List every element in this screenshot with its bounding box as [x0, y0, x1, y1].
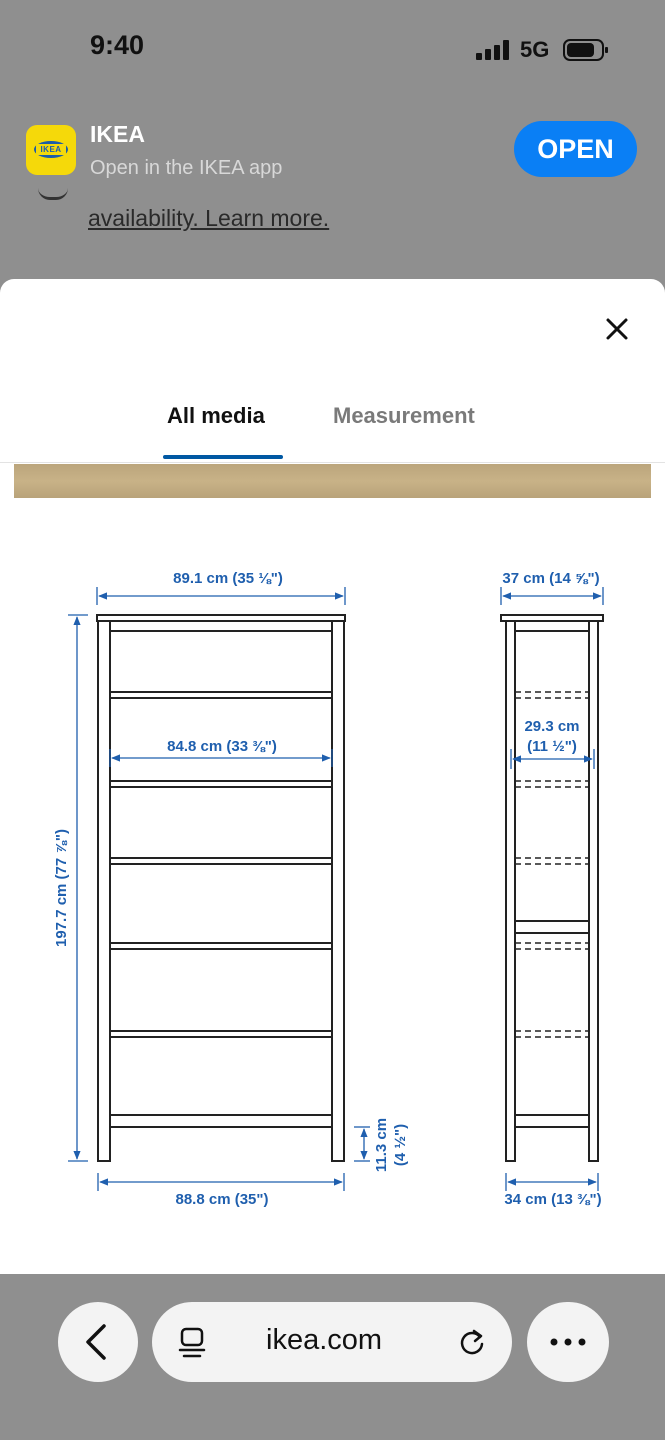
back-button[interactable] [58, 1302, 138, 1382]
status-bar [0, 0, 665, 100]
side-shelf-depth-cm-label: 29.3 cm [524, 718, 580, 735]
front-top-width-label: 89.1 cm (35 ⅛") [173, 570, 283, 587]
front-base-height-cm-label: 11.3 cm [373, 1117, 390, 1173]
front-view [97, 615, 345, 1161]
reload-icon[interactable] [456, 1326, 488, 1358]
learn-more-link[interactable]: availability. Learn more. [88, 205, 330, 231]
media-tabs [0, 397, 665, 463]
front-bottom-width-label: 88.8 cm (35") [175, 1191, 269, 1208]
cellular-signal-icon [476, 40, 512, 60]
battery-icon [563, 38, 609, 62]
ikea-logo-word: IKEA [36, 144, 66, 155]
network-label: 5G [520, 37, 550, 62]
chevron-left-icon [58, 1302, 138, 1382]
ellipsis-icon [527, 1302, 609, 1382]
banner-title: IKEA [90, 121, 145, 147]
front-inner-width-label: 84.8 cm (33 ⅜") [167, 738, 277, 755]
tab-active-indicator [163, 455, 283, 459]
url-text: ikea.com [266, 1324, 383, 1356]
front-dimensions [68, 587, 370, 1191]
browser-toolbar [0, 1274, 665, 1440]
side-top-depth-label: 37 cm (14 ⅝") [502, 570, 600, 587]
side-view [501, 615, 603, 1161]
address-bar[interactable] [152, 1302, 512, 1382]
status-time: 9:40 [90, 30, 145, 60]
side-bottom-depth-label: 34 cm (13 ⅜") [504, 1191, 602, 1208]
reader-mode-icon[interactable] [178, 1326, 208, 1358]
side-dimensions [501, 587, 603, 1191]
front-height-label: 197.7 cm (77 ⅞") [53, 828, 70, 948]
open-app-button[interactable]: OPEN [514, 121, 637, 177]
media-sheet [0, 279, 665, 1274]
tab-measurement[interactable]: Measurement [333, 403, 475, 428]
more-options-button[interactable] [527, 1302, 609, 1382]
ikea-app-icon [26, 125, 76, 175]
side-shelf-depth-in-label: (11 ½") [527, 738, 577, 755]
bookcase-dimension-diagram [0, 509, 665, 1269]
tab-all-media[interactable]: All media [167, 403, 265, 428]
banner-subtitle: Open in the IKEA app [90, 157, 283, 179]
front-base-height-in-label: (4 ½") [392, 1123, 409, 1167]
close-icon[interactable] [600, 312, 634, 346]
app-banner [0, 100, 665, 200]
previous-image-strip [14, 464, 651, 498]
